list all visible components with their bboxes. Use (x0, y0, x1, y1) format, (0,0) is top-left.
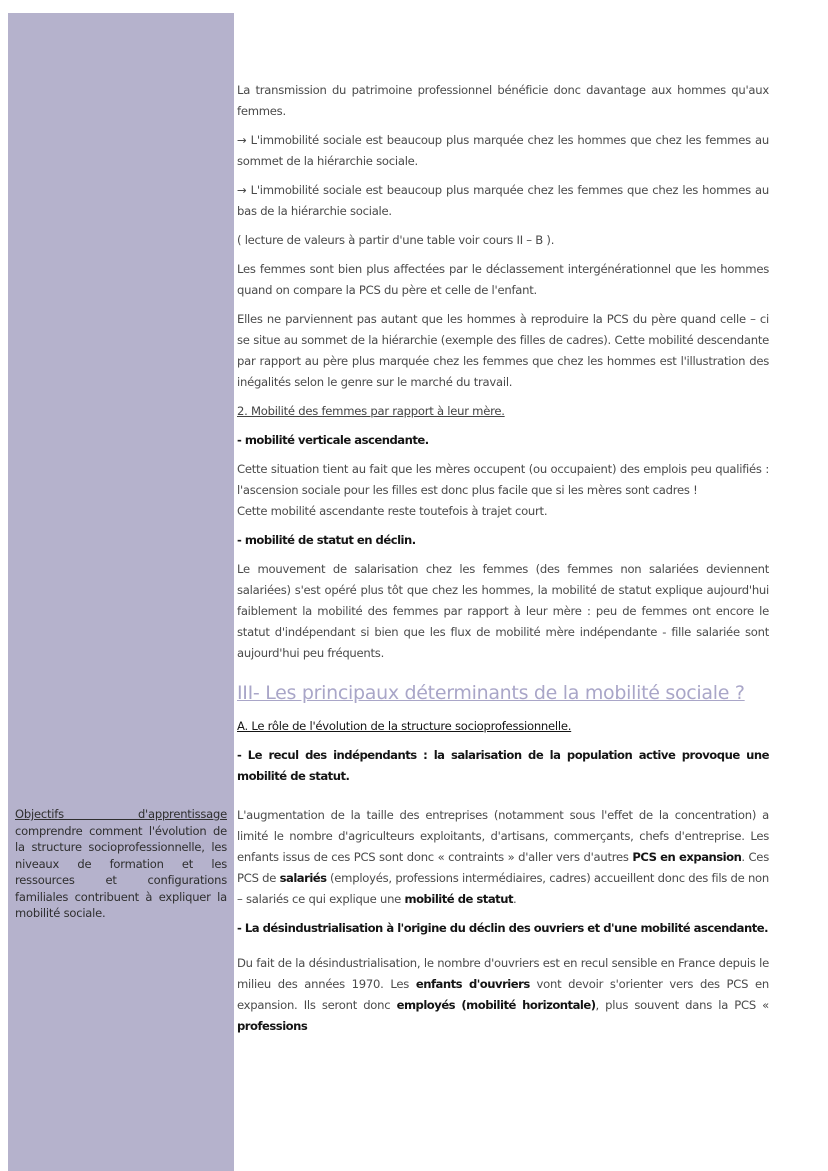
section-title: III- Les principaux déterminants de la mobilité sociale ? (237, 682, 745, 704)
paragraph (237, 953, 769, 1037)
paragraph: → L'immobilité sociale est beaucoup plus marquée chez les hommes que chez les femmes au sommet de la hiérarchie sociale. (237, 133, 769, 168)
emphasis: employés (mobilité horizontale) (396, 998, 596, 1012)
main-content (237, 80, 769, 1045)
paragraph: Cette mobilité ascendante reste toutefois à trajet court. (237, 504, 548, 518)
emphasis: PCS en expansion (632, 850, 742, 864)
paragraph: ( lecture de valeurs à partir d'une table voir cours II – B ). (237, 233, 555, 247)
text-run: L'augmentation de la taille des entreprises (notamment sous l'effet de la concentration) a limité le nombre d'agriculteurs exploitants, d'artisans, commerçants, chefs d'entreprise. Les enfants issus de ces PCS sont donc « contraints » d'aller vers d'autres (237, 808, 769, 864)
sidebar-panel (8, 13, 234, 1171)
objectives-label: Objectifs d'apprentissage (15, 807, 227, 821)
emphasis: enfants d'ouvriers (415, 977, 530, 991)
point-heading: - Le recul des indépendants : la salarisation de la population active provoque une mobilité de statut. (237, 748, 769, 783)
text-run: Du fait de la désindustrialisation, le nombre d'ouvriers est en recul sensible en France depuis le milieu des années 1970. Les (237, 956, 769, 991)
text-run: . (513, 892, 517, 906)
point-heading: - mobilité de statut en déclin. (237, 533, 416, 547)
objectives-text: comprendre comment l'évolution de la structure socioprofessionnelle, les niveaux de formation et les ressources et configurations familiales contribuent à expliquer la mobilité sociale. (15, 823, 227, 920)
text-run: (employés, professions intermédiaires, cadres) accueillent donc des fils de non – salariés ce qui explique une (237, 871, 770, 906)
subsection-title: A. Le rôle de l'évolution de la structure socioprofessionnelle. (237, 719, 572, 733)
learning-objectives-note (15, 806, 227, 922)
paragraph: → L'immobilité sociale est beaucoup plus marquée chez les femmes que chez les hommes au bas de la hiérarchie sociale. (237, 183, 769, 218)
emphasis: professions (237, 1019, 308, 1033)
paragraph: Cette situation tient au fait que les mères occupent (ou occupaient) des emplois peu qualifiés : l'ascension sociale pour les filles est donc plus facile que si les mères sont cadres ! (237, 462, 769, 497)
paragraph (237, 805, 769, 910)
text-run: , plus souvent dans la PCS « (595, 998, 769, 1012)
emphasis: mobilité de statut (404, 892, 514, 906)
point-heading: - La désindustrialisation à l'origine du déclin des ouvriers et d'une mobilité ascendante. (237, 921, 769, 935)
paragraph: La transmission du patrimoine professionnel bénéficie donc davantage aux hommes qu'aux femmes. (237, 83, 769, 118)
text-run: . Ces PCS de (237, 850, 769, 885)
point-heading: - mobilité verticale ascendante. (237, 433, 429, 447)
paragraph: Le mouvement de salarisation chez les femmes (des femmes non salariées deviennent salariées) s'est opéré plus tôt que chez les hommes, la mobilité de statut explique aujourd'hui faiblement la mobilité des femmes par rapport à leur mère : peu de femmes ont encore le statut d'indépendant si bien que les flux de mobilité mère indépendante - fille salariée sont aujourd'hui peu fréquents. (237, 562, 769, 660)
emphasis: salariés (279, 871, 327, 885)
subsection-title: 2. Mobilité des femmes par rapport à leur mère. (237, 404, 505, 418)
text-run: vont devoir s'orienter vers des PCS en expansion. Ils seront donc (237, 977, 770, 1012)
paragraph: Les femmes sont bien plus affectées par le déclassement intergénérationnel que les hommes quand on compare la PCS du père et celle de l'enfant. (237, 262, 769, 297)
paragraph: Elles ne parviennent pas autant que les hommes à reproduire la PCS du père quand celle – ci se situe au sommet de la hiérarchie (exemple des filles de cadres). Cette mobilité descendante par rapport au père plus marquée chez les femmes que chez les hommes est l'illustration des inégalités selon le genre sur le marché du travail. (237, 312, 769, 389)
